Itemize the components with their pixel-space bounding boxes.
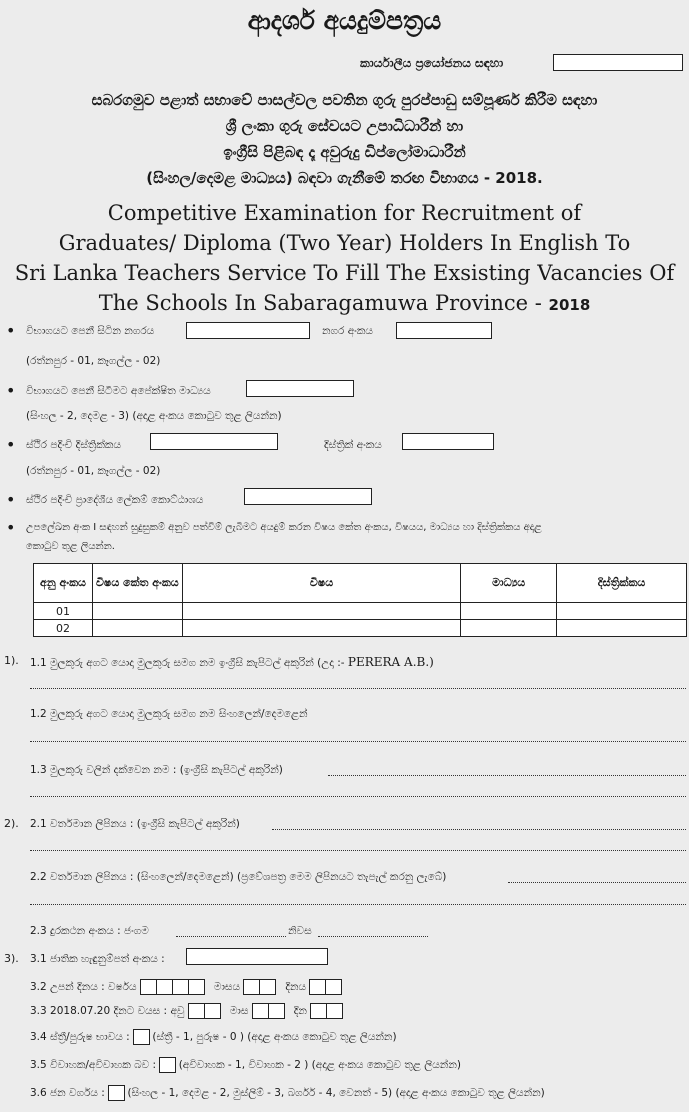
english-heading-year: 2018 — [548, 296, 591, 314]
q3-1-label: 3.1 ජාතික හැඳුනුම්පත් අංකය : — [30, 953, 165, 965]
column-header-subject: විෂය — [182, 564, 460, 603]
digit-box — [204, 1003, 221, 1019]
section-2-number: 2). — [4, 817, 19, 830]
q3-5-label — [30, 1057, 461, 1073]
digit-box — [326, 1003, 343, 1019]
dob-month-boxes[interactable] — [243, 981, 275, 993]
table-cell-serial: 01 — [34, 603, 93, 620]
office-use-box[interactable] — [553, 54, 683, 71]
digit-box — [188, 1003, 205, 1019]
dob-day-label: දිනය — [285, 981, 307, 993]
q2-2-label: 2.2 වර්තමාන ලිපිනය : (සිංහලෙන්/දෙමළෙන්) (ප්‍රවේශපත්‍ර මෙම ලිපිනයට තැපැල් කරනු ලැබේ) — [30, 871, 447, 883]
subject-table — [33, 563, 687, 637]
q2-2-answer-line[interactable] — [508, 882, 686, 883]
district-note: (රත්නපුර - 01, කෑගල්ල - 02) — [26, 465, 161, 477]
digit-box — [310, 1003, 327, 1019]
q1-1-text: 1.1 මුලකුරු අගට යොදා මුලකුරු සමග නම ඉංග්‍රීසි කැපිටල් අකුරින් (උදා :- — [30, 657, 345, 669]
q3-3-label — [30, 1003, 342, 1019]
english-heading — [0, 198, 689, 320]
home-phone-answer-line[interactable] — [318, 936, 428, 937]
city-number-label: නගර අංකය — [322, 325, 373, 337]
q1-1-label — [30, 655, 434, 670]
age-label: 3.3 2018.07.20 දිනට වයස : — [30, 1005, 168, 1017]
marital-box[interactable] — [159, 1057, 176, 1073]
digit-box — [309, 979, 326, 995]
column-header-district: දිස්ත්‍රික්කය — [557, 564, 687, 603]
q1-3-answer-line-2[interactable] — [30, 796, 686, 797]
medium-label: විභාගයට පෙනී සිටීමට අපේක්ෂිත මාධ්‍යය — [26, 385, 211, 397]
office-use-label: කාර්යාලීය ප්‍රයෝජනය සඳහා — [360, 56, 504, 70]
q2-2-answer-line-2[interactable] — [30, 904, 686, 905]
digit-box — [156, 979, 173, 995]
table-cell-serial: 02 — [34, 620, 93, 637]
dob-month-label: මාසය — [213, 981, 240, 993]
home-phone-label: නිවස — [288, 925, 312, 937]
gender-box[interactable] — [133, 1029, 150, 1045]
english-heading-line-1: Competitive Examination for Recruitment of — [107, 201, 582, 225]
city-number-field[interactable] — [396, 322, 492, 339]
table-cell-input[interactable] — [92, 603, 182, 620]
column-header-subject-code: විෂය කේත අංකය — [92, 564, 182, 603]
medium-note: (සිංහල - 2, දෙමළ - 3) (අදාළ අංකය කොටුව තුළ ලියන්න) — [26, 410, 282, 422]
bullet-icon: • — [6, 381, 16, 400]
subject-note-line-1: උපලේඛන අංක I සඳහන් සුදුසුකම් අනුව පත්වීම් ලැබීමට අයදුම් කරන විෂය කේත අංකය, විෂයය, මාධ්‍යය හා දිස්ත්‍රික්කය අදාළ — [26, 522, 542, 533]
digit-box — [252, 1003, 269, 1019]
q2-1-answer-line[interactable] — [272, 829, 686, 830]
table-cell-input[interactable] — [182, 620, 460, 637]
english-heading-line-3: Sri Lanka Teachers Service To Fill The Exsisting Vacancies Of — [14, 261, 675, 285]
dob-day-boxes[interactable] — [309, 981, 341, 993]
q1-1-example: PERERA A.B.) — [347, 655, 434, 669]
exam-city-field[interactable] — [186, 322, 310, 339]
marital-note: (අවිවාහක - 1, විවාහක - 2 ) (අදාළ අංකය කොටුව තුළ ලියන්න) — [178, 1059, 461, 1071]
mobile-answer-line[interactable] — [176, 936, 286, 937]
table-row — [34, 603, 687, 620]
table-row — [34, 620, 687, 637]
sinhala-heading-line-3: ඉංග්‍රීසි පිළිබඳ දෑ අවුරුදු ඩිප්ලෝමාධාරීන් — [223, 143, 466, 161]
q3-4-label — [30, 1029, 397, 1045]
column-header-medium: මාධ්‍යය — [461, 564, 557, 603]
bullet-icon: • — [6, 518, 16, 537]
digit-box — [140, 979, 157, 995]
page-title: ආදර්ශ අයදුම්පත්‍රය — [247, 6, 442, 35]
district-field[interactable] — [150, 433, 278, 450]
age-days-boxes[interactable] — [310, 1005, 342, 1017]
district-label: ස්ථිර පදිංචි දිස්ත්‍රික්කය — [26, 439, 122, 451]
dob-year-boxes[interactable] — [140, 981, 204, 993]
bullet-icon: • — [6, 490, 16, 509]
q3-2-label — [30, 979, 341, 995]
divisional-field[interactable] — [244, 488, 372, 505]
q1-2-label: 1.2 මුලකුරු අගට යොදා මුලකුරු සමග නම සිංහලෙන්/දෙමළෙන් — [30, 708, 308, 720]
nic-field[interactable] — [186, 948, 328, 965]
q2-3-label: 2.3 දුරකථන අංකය : ජංගම — [30, 925, 149, 937]
digit-box — [268, 1003, 285, 1019]
q1-1-answer-line[interactable] — [30, 688, 686, 689]
ethnicity-label: 3.6 ජන වර්ගය : — [30, 1087, 105, 1099]
english-heading-line-4: The Schools In Sabaragamuwa Province - — [98, 291, 542, 315]
exam-city-label: විභාගයට පෙනී සිටින නගරය — [26, 325, 155, 337]
district-number-label: දිස්ත්‍රික් අංකය — [324, 439, 382, 451]
q1-3-label: 1.3 මුලකුරු වලින් දක්වෙන නම : (ඉංග්‍රීසි කැපිටල් අකුරින්) — [30, 764, 283, 776]
district-number-field[interactable] — [402, 433, 494, 450]
medium-field[interactable] — [246, 380, 354, 397]
q3-6-label — [30, 1085, 545, 1101]
dob-year-label: 3.2 උපන් දිනය : වර්ෂය — [30, 981, 137, 993]
age-years-boxes[interactable] — [188, 1005, 220, 1017]
bullet-icon: • — [6, 435, 16, 454]
subject-note-line-2: කොටුව තුළ ලියන්න. — [26, 541, 115, 552]
sinhala-heading-line-2: ශ්‍රී ලංකා ගුරු සේවයට උපාධිධාරීන් හා — [225, 117, 464, 135]
q1-3-answer-line[interactable] — [328, 775, 686, 776]
table-cell-input[interactable] — [461, 603, 557, 620]
ethnicity-box[interactable] — [108, 1085, 125, 1101]
sinhala-heading-line-1: සබරගමුව පළාත් සභාවේ පාසල්වල පවතින ගුරු පුරප්පාඩු සම්පූර්ණ කිරීම සඳහා — [91, 91, 598, 109]
section-3-number: 3). — [4, 952, 19, 965]
divisional-label: ස්ථිර පදිංචි ප්‍රාදේශීය ලේකම් කොට්ඨාශය — [26, 494, 204, 506]
q1-2-answer-line[interactable] — [30, 741, 686, 742]
marital-label: 3.5 විවාහක/අවිවාහක බව : — [30, 1059, 156, 1071]
digit-box — [325, 979, 342, 995]
table-cell-input[interactable] — [557, 620, 687, 637]
gender-note: (ස්ත්‍රී - 1, පුරුෂ - 0 ) (අදාළ අංකය කොටුව තුළ ලියන්න) — [152, 1031, 397, 1043]
gender-label: 3.4 ස්ත්‍රී/පුරුෂ භාවය : — [30, 1031, 130, 1043]
ethnicity-note: (සිංහල - 1, දෙමළ - 2, මුස්ලිම් - 3, බර්ගර් - 4, වෙනත් - 5) (අදාළ අංකය කොටුව තුළ ලියන්න) — [127, 1087, 545, 1099]
section-1-number: 1). — [4, 654, 19, 667]
table-cell-input[interactable] — [92, 620, 182, 637]
bullet-icon: • — [6, 321, 16, 340]
sinhala-heading-line-4: (සිංහල/දෙමළ මාධ්‍යය) බඳවා ගැනීමේ තරඟ විභාගය - 2018. — [146, 169, 543, 187]
table-cell-input[interactable] — [182, 603, 460, 620]
q2-1-label: 2.1 වර්තමාන ලිපිනය : (ඉංග්‍රීසි කැපිටල් අකුරින්) — [30, 818, 240, 830]
city-note: (රත්නපුර - 01, කෑගල්ල - 02) — [26, 355, 161, 367]
age-months-boxes[interactable] — [252, 1005, 284, 1017]
table-header-row — [34, 564, 687, 603]
table-cell-input[interactable] — [557, 603, 687, 620]
digit-box — [259, 979, 276, 995]
table-cell-input[interactable] — [461, 620, 557, 637]
digit-box — [243, 979, 260, 995]
column-header-serial: අනු අංකය — [34, 564, 93, 603]
digit-box — [172, 979, 189, 995]
english-heading-line-2: Graduates/ Diploma (Two Year) Holders In English To — [58, 231, 631, 255]
q2-1-answer-line-2[interactable] — [30, 850, 686, 851]
digit-box — [188, 979, 205, 995]
age-days-label: දින — [293, 1005, 307, 1017]
age-years-label: අවු — [170, 1005, 185, 1017]
age-months-label: මාස — [229, 1005, 249, 1017]
